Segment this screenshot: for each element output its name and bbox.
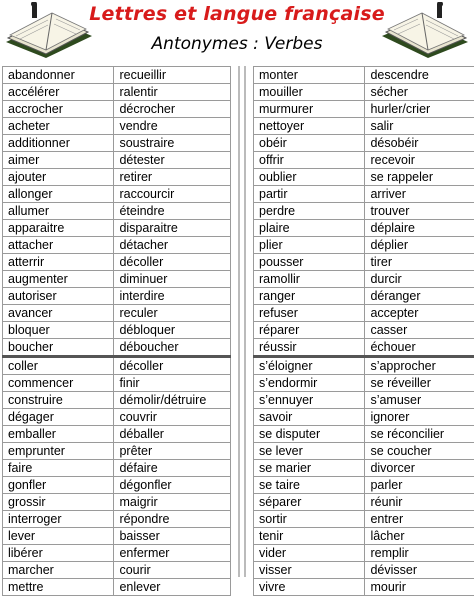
verb-cell: dégager [3,409,114,426]
verb-cell: obéir [254,135,365,152]
verb-cell: se disputer [254,426,365,443]
antonym-cell: débloquer [114,322,231,339]
table-row [254,152,474,169]
antonym-cell: finir [114,375,231,392]
table-row [254,375,474,392]
table-row [254,169,474,186]
verb-cell: attacher [3,237,114,254]
verb-cell: atterrir [3,254,114,271]
verb-cell: sortir [254,511,365,528]
antonym-cell: se rappeler [365,169,474,186]
antonym-cell: échouer [365,339,474,357]
antonym-cell: dévisser [365,562,474,579]
antonym-cell: se réconcilier [365,426,474,443]
table-row [3,357,231,375]
header [0,0,474,64]
verb-cell: lever [3,528,114,545]
verb-cell: mouiller [254,84,365,101]
antonyms-table-left [2,66,231,596]
antonym-cell: interdire [114,288,231,305]
table-row [254,494,474,511]
antonym-cell: trouver [365,203,474,220]
verb-cell: interroger [3,511,114,528]
table-row [3,443,231,460]
verb-cell: murmurer [254,101,365,118]
verb-cell: séparer [254,494,365,511]
verb-cell: tenir [254,528,365,545]
table-row [3,426,231,443]
antonym-cell: défaire [114,460,231,477]
table-row [254,357,474,375]
table-row [254,84,474,101]
table-row [254,460,474,477]
verb-cell: refuser [254,305,365,322]
table-row [3,409,231,426]
verb-cell: avancer [3,305,114,322]
book-icon [380,2,472,60]
table-row [254,409,474,426]
table-row [3,322,231,339]
antonym-cell: ralentir [114,84,231,101]
verb-cell: autoriser [3,288,114,305]
antonym-cell: arriver [365,186,474,203]
table-row [3,67,231,84]
antonym-cell: raccourcir [114,186,231,203]
antonym-cell: recevoir [365,152,474,169]
verb-cell: s’endormir [254,375,365,392]
verb-cell: emballer [3,426,114,443]
antonym-cell: déballer [114,426,231,443]
verb-cell: vivre [254,579,365,596]
antonym-cell: remplir [365,545,474,562]
table-row [3,101,231,118]
antonym-cell: mourir [365,579,474,596]
verb-cell: allumer [3,203,114,220]
verb-cell: apparaitre [3,220,114,237]
antonym-cell: éteindre [114,203,231,220]
table-row [3,118,231,135]
verb-cell: gonfler [3,477,114,494]
verb-cell: allonger [3,186,114,203]
verb-cell: accélérer [3,84,114,101]
antonym-cell: déboucher [114,339,231,357]
verb-cell: plaire [254,220,365,237]
table-row [3,494,231,511]
verb-cell: visser [254,562,365,579]
verb-cell: construire [3,392,114,409]
column-divider [244,66,246,577]
antonym-cell: reculer [114,305,231,322]
antonym-cell: décrocher [114,101,231,118]
antonym-cell: répondre [114,511,231,528]
table-row [254,305,474,322]
antonym-cell: retirer [114,169,231,186]
table-row [3,152,231,169]
antonym-cell: divorcer [365,460,474,477]
table-row [3,203,231,220]
table-row [3,135,231,152]
antonym-cell: courir [114,562,231,579]
antonym-cell: prêter [114,443,231,460]
table-row [254,220,474,237]
verb-cell: marcher [3,562,114,579]
page-title: Lettres et langue française [0,3,474,25]
antonym-cell: lâcher [365,528,474,545]
antonym-cell: disparaitre [114,220,231,237]
table-row [254,545,474,562]
verb-cell: abandonner [3,67,114,84]
verb-cell: faire [3,460,114,477]
antonym-cell: durcir [365,271,474,288]
table-row [254,339,474,357]
table-row [3,375,231,392]
antonym-cell: déranger [365,288,474,305]
table-row [3,562,231,579]
antonym-cell: se coucher [365,443,474,460]
verb-cell: savoir [254,409,365,426]
table-row [254,135,474,152]
antonym-cell: parler [365,477,474,494]
antonym-cell: désobéir [365,135,474,152]
antonym-cell: accepter [365,305,474,322]
table-row [3,545,231,562]
table-row [254,237,474,254]
antonym-cell: tirer [365,254,474,271]
antonym-cell: descendre [365,67,474,84]
verb-cell: nettoyer [254,118,365,135]
table-row [3,339,231,357]
verb-cell: additionner [3,135,114,152]
page-subtitle: Antonymes : Verbes [0,34,474,54]
verb-cell: acheter [3,118,114,135]
table-row [3,477,231,494]
antonym-cell: vendre [114,118,231,135]
antonym-cell: déplier [365,237,474,254]
antonym-cell: enlever [114,579,231,596]
verb-cell: perdre [254,203,365,220]
antonym-cell: sécher [365,84,474,101]
verb-cell: ajouter [3,169,114,186]
antonym-cell: réunir [365,494,474,511]
antonym-cell: couvrir [114,409,231,426]
antonym-cell: détacher [114,237,231,254]
verb-cell: s’ennuyer [254,392,365,409]
antonym-cell: s’approcher [365,357,474,375]
antonym-cell: soustraire [114,135,231,152]
table-row [3,579,231,596]
table-row [254,392,474,409]
table-row [254,443,474,460]
table-row [254,101,474,118]
verb-cell: se lever [254,443,365,460]
verb-cell: emprunter [3,443,114,460]
antonym-cell: s’amuser [365,392,474,409]
table-row [3,84,231,101]
table-row [254,67,474,84]
table-row [3,288,231,305]
table-row [254,322,474,339]
table-row [3,528,231,545]
antonym-cell: détester [114,152,231,169]
antonym-cell: diminuer [114,271,231,288]
table-row [3,271,231,288]
antonym-cell: décoller [114,357,231,375]
antonym-cell: décoller [114,254,231,271]
antonym-cell: entrer [365,511,474,528]
table-row [3,220,231,237]
antonyms-table-right [253,66,474,596]
antonym-cell: se réveiller [365,375,474,392]
table-row [3,237,231,254]
table-row [3,254,231,271]
antonym-cell: casser [365,322,474,339]
verb-cell: mettre [3,579,114,596]
antonym-cell: dégonfler [114,477,231,494]
verb-cell: réparer [254,322,365,339]
verb-cell: ramollir [254,271,365,288]
table-row [3,511,231,528]
verb-cell: boucher [3,339,114,357]
table-row [3,460,231,477]
table-row [254,254,474,271]
verb-cell: vider [254,545,365,562]
table-row [254,528,474,545]
verb-cell: libérer [3,545,114,562]
verb-cell: réussir [254,339,365,357]
table-row [254,288,474,305]
verb-cell: aimer [3,152,114,169]
verb-cell: oublier [254,169,365,186]
verb-cell: accrocher [3,101,114,118]
verb-cell: s’éloigner [254,357,365,375]
table-row [254,118,474,135]
verb-cell: grossir [3,494,114,511]
table-row [254,477,474,494]
verb-cell: monter [254,67,365,84]
table-row [254,203,474,220]
column-divider [238,66,240,577]
verb-cell: se marier [254,460,365,477]
verb-cell: augmenter [3,271,114,288]
table-row [254,511,474,528]
antonym-cell: hurler/crier [365,101,474,118]
antonym-cell: maigrir [114,494,231,511]
table-row [254,186,474,203]
verb-cell: bloquer [3,322,114,339]
verb-cell: ranger [254,288,365,305]
verb-cell: pousser [254,254,365,271]
table-row [3,392,231,409]
table-row [254,271,474,288]
antonym-cell: ignorer [365,409,474,426]
verb-cell: partir [254,186,365,203]
table-row [254,426,474,443]
antonym-cell: déplaire [365,220,474,237]
table-row [3,305,231,322]
verb-cell: commencer [3,375,114,392]
table-row [254,562,474,579]
antonym-cell: baisser [114,528,231,545]
antonym-cell: salir [365,118,474,135]
antonym-cell: enfermer [114,545,231,562]
verb-cell: plier [254,237,365,254]
table-row [254,579,474,596]
verb-cell: se taire [254,477,365,494]
table-row [3,169,231,186]
antonym-cell: recueillir [114,67,231,84]
table-row [3,186,231,203]
verb-cell: offrir [254,152,365,169]
verb-cell: coller [3,357,114,375]
antonym-cell: démolir/détruire [114,392,231,409]
